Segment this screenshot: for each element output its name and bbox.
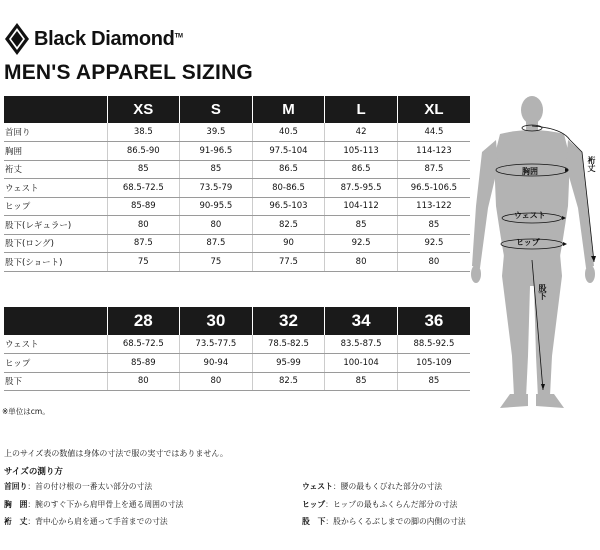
figure-label-sleeve: 裄丈 <box>587 156 596 172</box>
size-header: 34 <box>325 307 398 335</box>
table-cell: 77.5 <box>252 253 325 272</box>
size-header: 36 <box>397 307 470 335</box>
row-label: 首回り <box>4 123 107 142</box>
table-row <box>4 160 470 179</box>
table-cell: 73.5-79 <box>180 179 253 198</box>
row-label: ウェスト <box>4 335 107 354</box>
table-cell: 90-95.5 <box>180 197 253 216</box>
table-cell: 80 <box>397 253 470 272</box>
row-label: 胸囲 <box>4 142 107 161</box>
table-cell: 85-89 <box>107 197 180 216</box>
table-cell: 105-109 <box>397 354 470 373</box>
table-cell: 96.5-106.5 <box>397 179 470 198</box>
table-cell: 78.5-82.5 <box>252 335 325 354</box>
table-cell: 104-112 <box>325 197 398 216</box>
body-measurement-note: 上のサイズ表の数値は身体の寸法で服の実寸ではありません。 <box>4 449 228 458</box>
table-cell: 114-123 <box>397 142 470 161</box>
table-cell: 75 <box>107 253 180 272</box>
row-label: 裄丈 <box>4 160 107 179</box>
table-cell: 92.5 <box>397 234 470 253</box>
table-cell: 97.5-104 <box>252 142 325 161</box>
table-cell: 92.5 <box>325 234 398 253</box>
table-row <box>4 142 470 161</box>
how-to-item: 股 下：股からくるぶしまでの脚の内側の寸法 <box>302 517 466 526</box>
table-cell: 80 <box>180 372 253 391</box>
figure-label-waist: ウェスト <box>514 211 546 220</box>
table-cell: 85 <box>180 160 253 179</box>
size-header: XL <box>397 96 470 123</box>
table-cell: 68.5-72.5 <box>107 179 180 198</box>
table-cell: 38.5 <box>107 123 180 142</box>
header-corner <box>4 307 107 335</box>
how-to-measure-title: サイズの測り方 <box>4 467 63 477</box>
size-header: S <box>180 96 253 123</box>
table-cell: 42 <box>325 123 398 142</box>
table-cell: 83.5-87.5 <box>325 335 398 354</box>
brand-logo <box>4 22 183 56</box>
table-cell: 96.5-103 <box>252 197 325 216</box>
table-cell: 87.5 <box>397 160 470 179</box>
table-cell: 80 <box>107 216 180 235</box>
how-to-item: 裄 丈：背中心から肩を通って手首までの寸法 <box>4 517 168 526</box>
table-cell: 85 <box>397 216 470 235</box>
header-corner <box>4 96 107 123</box>
how-to-item: ウェスト：腰の最もくびれた部分の寸法 <box>302 482 443 491</box>
how-to-item: ヒップ：ヒップの最もふくらんだ部分の寸法 <box>302 500 458 509</box>
table-cell: 75 <box>180 253 253 272</box>
how-to-item: 胸 囲：腕のすぐ下から肩甲骨上を通る周囲の寸法 <box>4 500 184 509</box>
table-cell: 87.5 <box>107 234 180 253</box>
size-header: XS <box>107 96 180 123</box>
table-row <box>4 354 470 373</box>
table-cell: 85 <box>325 216 398 235</box>
size-header: M <box>252 96 325 123</box>
row-label: 股下(ショート) <box>4 253 107 272</box>
row-label: ヒップ <box>4 354 107 373</box>
table-cell: 40.5 <box>252 123 325 142</box>
table-cell: 100-104 <box>325 354 398 373</box>
table-cell: 85 <box>397 372 470 391</box>
row-label: 股下(レギュラー) <box>4 216 107 235</box>
row-label: ヒップ <box>4 197 107 216</box>
size-header: 30 <box>180 307 253 335</box>
table-cell: 88.5-92.5 <box>397 335 470 354</box>
table-row <box>4 179 470 198</box>
table-cell: 39.5 <box>180 123 253 142</box>
size-header: L <box>325 96 398 123</box>
table-cell: 80 <box>180 216 253 235</box>
table-cell: 73.5-77.5 <box>180 335 253 354</box>
table-row <box>4 216 470 235</box>
table-row <box>4 253 470 272</box>
table-cell: 82.5 <box>252 372 325 391</box>
table-row <box>4 335 470 354</box>
row-label: 股下 <box>4 372 107 391</box>
diamond-logo-icon <box>4 22 30 56</box>
table-row <box>4 234 470 253</box>
table-cell: 90 <box>252 234 325 253</box>
table-cell: 86.5 <box>252 160 325 179</box>
row-label: 股下(ロング) <box>4 234 107 253</box>
body-measurement-figure <box>470 96 600 418</box>
size-header: 32 <box>252 307 325 335</box>
table-cell: 44.5 <box>397 123 470 142</box>
top-size-table <box>4 96 470 272</box>
table-cell: 82.5 <box>252 216 325 235</box>
table-row <box>4 197 470 216</box>
table-cell: 105-113 <box>325 142 398 161</box>
table-cell: 90-94 <box>180 354 253 373</box>
table-cell: 87.5-95.5 <box>325 179 398 198</box>
table-cell: 91-96.5 <box>180 142 253 161</box>
table-cell: 80 <box>107 372 180 391</box>
size-header: 28 <box>107 307 180 335</box>
male-silhouette-icon <box>470 96 600 418</box>
table-cell: 85 <box>107 160 180 179</box>
table-cell: 80-86.5 <box>252 179 325 198</box>
bottom-size-table <box>4 307 470 391</box>
page-title: MEN'S APPAREL SIZING <box>4 61 253 84</box>
how-to-item: 首回り：首の付け根の一番太い部分の寸法 <box>4 482 153 491</box>
table-cell: 95-99 <box>252 354 325 373</box>
table-cell: 87.5 <box>180 234 253 253</box>
table-cell: 85-89 <box>107 354 180 373</box>
table-row <box>4 123 470 142</box>
table-cell: 68.5-72.5 <box>107 335 180 354</box>
table-row <box>4 372 470 391</box>
table-cell: 80 <box>325 253 398 272</box>
row-label: ウェスト <box>4 179 107 198</box>
figure-label-chest: 胸囲 <box>522 167 538 176</box>
table-cell: 86.5-90 <box>107 142 180 161</box>
table-cell: 85 <box>325 372 398 391</box>
unit-note: ※単位はcm。 <box>2 407 50 416</box>
table-cell: 113-122 <box>397 197 470 216</box>
brand-name: Black Diamond™ <box>34 27 183 50</box>
table-cell: 86.5 <box>325 160 398 179</box>
figure-label-hip: ヒップ <box>516 238 540 247</box>
figure-label-inseam: 股下 <box>538 284 547 300</box>
